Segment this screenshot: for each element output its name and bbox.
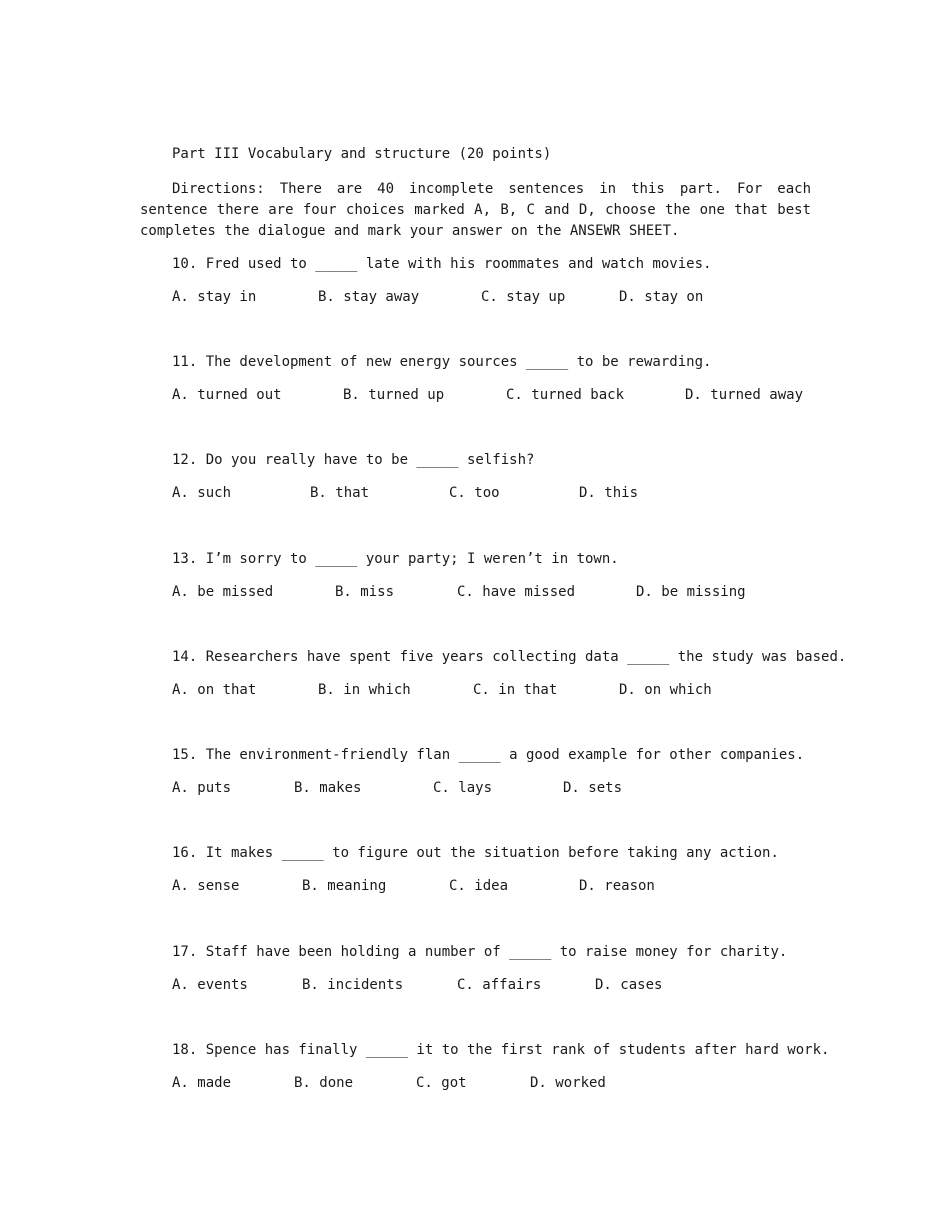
option-d: D. stay on — [619, 289, 704, 305]
option-c: C. affairs — [457, 977, 542, 993]
options-row — [172, 778, 832, 798]
option-a: A. stay in — [172, 289, 257, 305]
option-d: D. be missing — [636, 584, 746, 600]
option-d: D. this — [579, 485, 639, 501]
question-stem: 11. The development of new energy sources _____ to be rewarding. — [172, 354, 712, 370]
option-c: C. turned back — [506, 387, 625, 403]
option-c: C. idea — [449, 878, 509, 894]
option-c: C. got — [416, 1075, 467, 1091]
question-17 — [172, 942, 832, 995]
options-row — [172, 975, 832, 995]
question-11 — [172, 352, 832, 405]
question-stem: 18. Spence has finally _____ it to the first rank of students after hard work. — [172, 1042, 830, 1058]
option-a: A. on that — [172, 682, 257, 698]
question-stem: 16. It makes _____ to figure out the situation before taking any action. — [172, 845, 779, 861]
option-c: C. in that — [473, 682, 558, 698]
option-a: A. be missed — [172, 584, 274, 600]
option-c: C. stay up — [481, 289, 566, 305]
options-row — [172, 287, 832, 307]
question-stem: 14. Researchers have spent five years collecting data _____ the study was based. — [172, 649, 847, 665]
option-a: A. puts — [172, 780, 232, 796]
options-row — [172, 680, 832, 700]
question-stem: 10. Fred used to _____ late with his roommates and watch movies. — [172, 256, 712, 272]
question-14 — [172, 647, 847, 700]
option-b: B. incidents — [302, 977, 404, 993]
question-16 — [172, 843, 832, 896]
option-b: B. done — [294, 1075, 354, 1091]
question-stem: 15. The environment-friendly flan _____ a good example for other companies. — [172, 747, 805, 763]
question-10 — [172, 254, 832, 307]
question-18 — [172, 1040, 832, 1093]
option-d: D. turned away — [685, 387, 804, 403]
options-row — [172, 483, 832, 503]
option-c: C. lays — [433, 780, 493, 796]
option-d: D. on which — [619, 682, 712, 698]
option-d: D. worked — [530, 1075, 606, 1091]
option-d: D. sets — [563, 780, 623, 796]
options-row — [172, 582, 832, 602]
option-b: B. that — [310, 485, 370, 501]
option-b: B. stay away — [318, 289, 420, 305]
option-c: C. too — [449, 485, 500, 501]
option-a: A. events — [172, 977, 248, 993]
directions-text: Directions: There are 40 incomplete sentences in this part. For each sentence there are four choices marked A, B, C and D, choose the one that best completes the dialogue and mark your answer on the ANSEWR SHEET. — [140, 181, 811, 239]
options-row — [172, 385, 832, 405]
option-b: B. miss — [335, 584, 395, 600]
section-title: Part III Vocabulary and structure (20 points) — [172, 146, 552, 162]
options-row — [172, 876, 832, 896]
options-row — [172, 1073, 832, 1093]
option-b: B. meaning — [302, 878, 387, 894]
option-b: B. in which — [318, 682, 411, 698]
option-d: D. reason — [579, 878, 655, 894]
question-stem: 13. I’m sorry to _____ your party; I weren’t in town. — [172, 551, 619, 567]
option-c: C. have missed — [457, 584, 576, 600]
option-a: A. sense — [172, 878, 240, 894]
option-a: A. made — [172, 1075, 232, 1091]
question-12 — [172, 450, 832, 503]
question-stem: 17. Staff have been holding a number of _____ to raise money for charity. — [172, 944, 788, 960]
question-stem: 12. Do you really have to be _____ selfish? — [172, 452, 535, 468]
option-a: A. such — [172, 485, 232, 501]
question-13 — [172, 549, 832, 602]
option-b: B. makes — [294, 780, 362, 796]
option-b: B. turned up — [343, 387, 445, 403]
question-15 — [172, 745, 832, 798]
option-d: D. cases — [595, 977, 663, 993]
option-a: A. turned out — [172, 387, 282, 403]
